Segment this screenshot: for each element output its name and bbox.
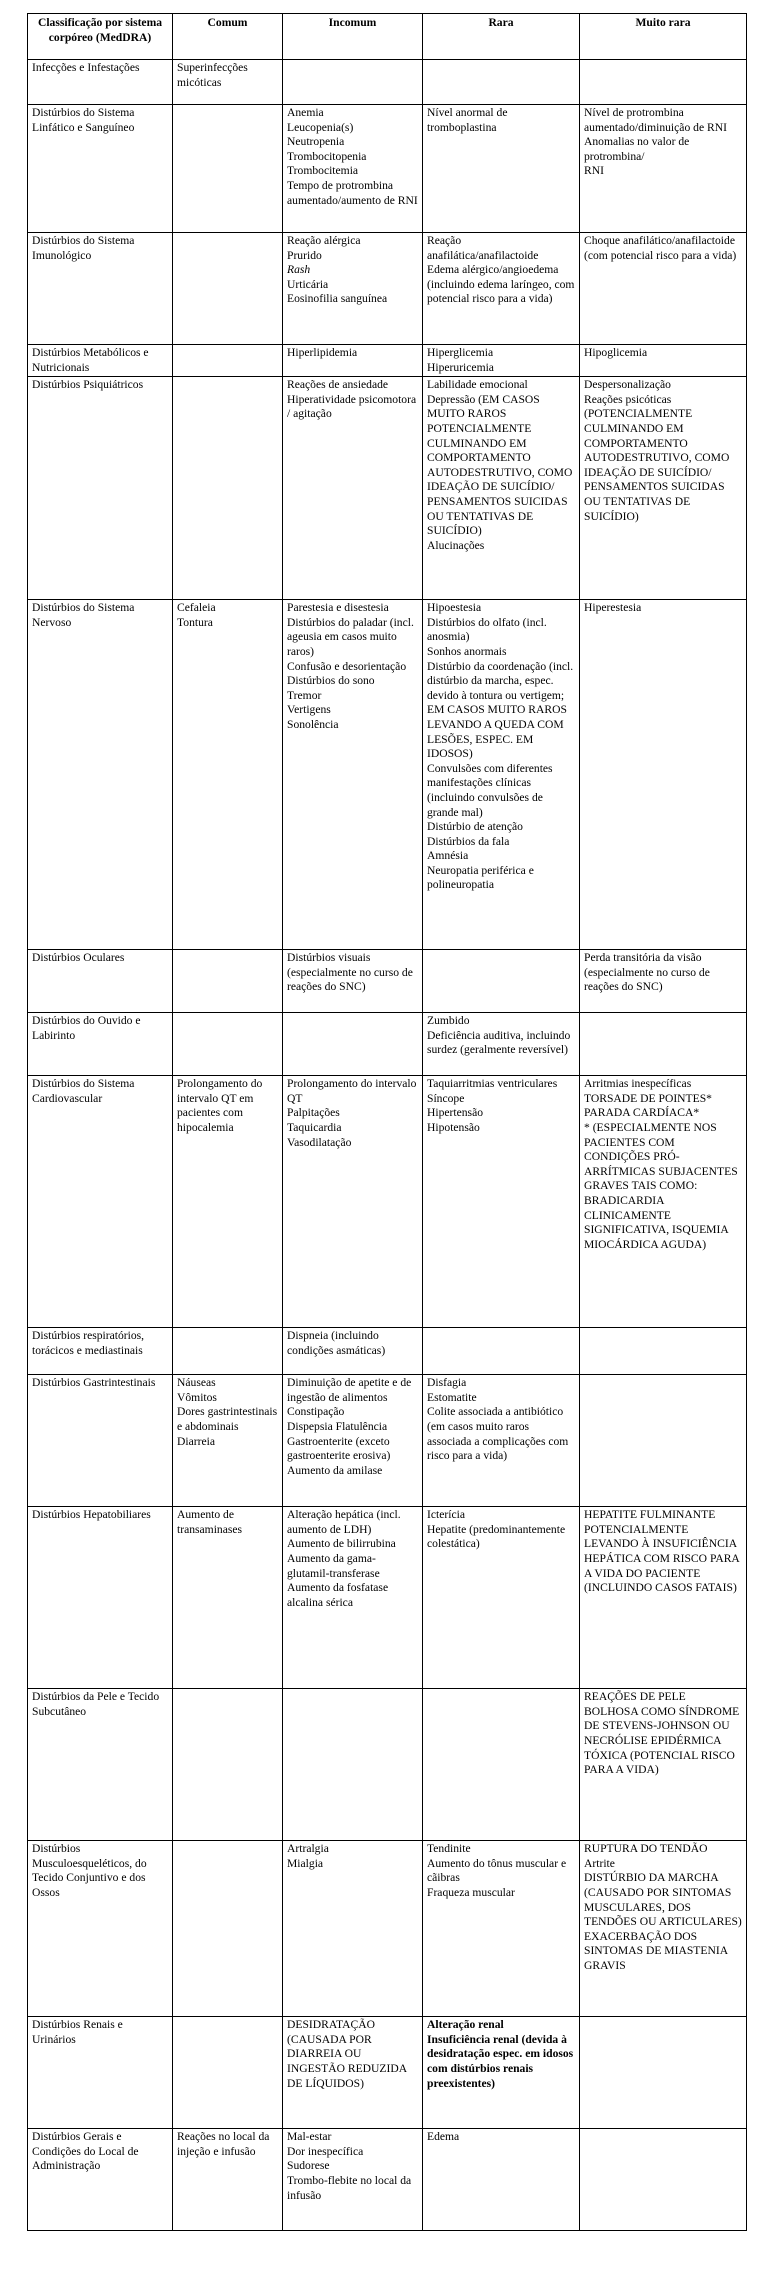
- system-class-cell: Distúrbios respiratórios, torácicos e mediastinais: [28, 1328, 173, 1375]
- cell-entry: Vasodilatação: [287, 1135, 352, 1149]
- cell-entry: Depressão (EM CASOS MUITO RAROS POTENCIALMENTE CULMINANDO EM COMPORTAMENTO AUTODESTRUTIVO, COMO IDEAÇÃO DE SUICÍDIO/ PENSAMENTOS SUICIDAS OU TENTATIVAS DE SUICÍDIO): [427, 392, 573, 538]
- incomum-cell: [283, 377, 423, 600]
- cell-entry: Nível anormal de tromboplastina: [427, 106, 508, 134]
- rara-cell: [423, 950, 580, 1013]
- system-class-cell: Distúrbios Metabólicos e Nutricionais: [28, 345, 173, 377]
- cell-entry: Distúrbios da fala: [427, 834, 510, 848]
- header-rara: Rara: [423, 14, 580, 60]
- incomum-cell: [283, 105, 423, 233]
- cell-entry: Náuseas: [177, 1376, 216, 1390]
- cell-entry: Tempo de protrombina aumentado/aumento de RNI: [287, 178, 418, 207]
- cell-entry: Urticária: [287, 277, 329, 291]
- cell-entry: TORSADE DE POINTES*: [584, 1091, 712, 1105]
- cell-entry: Despersonalização: [584, 378, 671, 392]
- cell-entry: Anomalias no valor de protrombina/: [584, 135, 690, 163]
- cell-entry: Sonhos anormais: [427, 644, 507, 658]
- cell-entry: Rash: [287, 263, 311, 277]
- cell-entry: Aumento do tônus muscular e cãibras: [427, 1856, 567, 1885]
- system-class-cell: Distúrbios Gastrintestinais: [28, 1375, 173, 1507]
- cell-entry: Diarreia: [177, 1434, 215, 1448]
- system-class-cell: Distúrbios Oculares: [28, 950, 173, 1013]
- rara-cell: [423, 1328, 580, 1375]
- cell-entry: Aumento de bilirrubina: [287, 1537, 396, 1551]
- cell-entry: Dor inespecífica: [287, 2144, 364, 2158]
- table-row: [28, 233, 747, 345]
- cell-entry: Superinfecções micóticas: [177, 61, 248, 89]
- cell-entry: Neuropatia periférica e polineuropatia: [427, 863, 534, 892]
- cell-entry: Alteração renal: [427, 2018, 504, 2032]
- cell-entry: Sudorese: [287, 2159, 330, 2173]
- muito-rara-cell: [580, 1013, 747, 1076]
- table-row: [28, 1689, 747, 1841]
- cell-entry: Neutropenia: [287, 135, 345, 149]
- muito-rara-cell: [580, 377, 747, 600]
- cell-entry: Artrite: [584, 1856, 615, 1870]
- table-row: [28, 2017, 747, 2129]
- muito-rara-cell: [580, 600, 747, 950]
- cell-entry: Hepatite (predominantemente colestática): [427, 1522, 566, 1551]
- incomum-cell: [283, 1841, 423, 2017]
- cell-entry: Perda transitória da visão (especialmente no curso de reações do SNC): [584, 951, 710, 994]
- cell-entry: Labilidade emocional: [427, 378, 528, 392]
- cell-entry: Taquicardia: [287, 1120, 342, 1134]
- cell-entry: Reações no local da injeção e infusão: [177, 2130, 270, 2158]
- table-row: [28, 1841, 747, 2017]
- cell-entry: Trombocitopenia: [287, 149, 367, 163]
- cell-entry: Hipotensão: [427, 1120, 480, 1134]
- comum-cell: [173, 105, 283, 233]
- cell-entry: Convulsões com diferentes manifestações clínicas (incluindo convulsões de grande mal): [427, 761, 553, 819]
- cell-entry: Reação anafilática/anafilactoide: [427, 234, 539, 262]
- cell-entry: Arritmias inespecíficas: [584, 1077, 692, 1091]
- cell-entry: Tremor: [287, 688, 322, 702]
- muito-rara-cell: [580, 950, 747, 1013]
- table-body: [28, 60, 747, 2231]
- cell-entry: Edema: [427, 2130, 460, 2144]
- rara-cell: [423, 1507, 580, 1689]
- adverse-reactions-table: [27, 13, 747, 2231]
- cell-entry: Tendinite: [427, 1842, 471, 1856]
- cell-entry: Insuficiência renal (devida à desidratação espec. em idosos com distúrbios renais preexistentes): [427, 2032, 574, 2090]
- cell-entry: Diminuição de apetite e de ingestão de alimentos: [287, 1376, 412, 1404]
- system-class-cell: Distúrbios do Ouvido e Labirinto: [28, 1013, 173, 1076]
- table-row: [28, 1013, 747, 1076]
- system-class-cell: Distúrbios Hepatobiliares: [28, 1507, 173, 1689]
- muito-rara-cell: [580, 233, 747, 345]
- cell-entry: Distúrbio de atenção: [427, 820, 523, 834]
- cell-entry: Trombo-flebite no local da infusão: [287, 2173, 412, 2202]
- comum-cell: [173, 233, 283, 345]
- rara-cell: [423, 377, 580, 600]
- incomum-cell: [283, 1328, 423, 1375]
- muito-rara-cell: [580, 1076, 747, 1328]
- cell-entry: Hiperglicemia: [427, 346, 494, 359]
- cell-entry: Distúrbios do olfato (incl. anosmia): [427, 615, 547, 644]
- cell-entry: Disfagia: [427, 1376, 467, 1390]
- cell-entry: * (ESPECIALMENTE NOS PACIENTES COM CONDIÇÕES PRÓ-ARRÍTMICAS SUBJACENTES GRAVES TAIS COMO: BRADICARDIA CLINICAMENTE SIGNIFICATIVA, ISQUEMIA MIOCÁRDICA AGUDA): [584, 1120, 738, 1251]
- cell-entry: Distúrbios do paladar (incl. ageusia em casos muito raros): [287, 615, 414, 658]
- comum-cell: [173, 345, 283, 377]
- cell-entry: Tontura: [177, 615, 213, 629]
- cell-entry: Hiperuricemia: [427, 360, 494, 374]
- cell-entry: Mialgia: [287, 1856, 324, 1870]
- cell-entry: Hiperlipidemia: [287, 346, 358, 359]
- table-row: [28, 1375, 747, 1507]
- cell-entry: Trombocitemia: [287, 164, 359, 178]
- cell-entry: Taquiarritmias ventriculares: [427, 1077, 558, 1091]
- table-row: [28, 105, 747, 233]
- system-class-cell: Distúrbios Psiquiátricos: [28, 377, 173, 600]
- table-row: [28, 2129, 747, 2231]
- cell-entry: Reação alérgica: [287, 234, 361, 247]
- cell-entry: Edema alérgico/angioedema (incluindo edema laríngeo, com potencial risco para a vida): [427, 263, 575, 306]
- cell-entry: Aumento da amilase: [287, 1463, 383, 1477]
- rara-cell: [423, 1013, 580, 1076]
- cell-entry: Vertigens: [287, 703, 331, 717]
- muito-rara-cell: [580, 1328, 747, 1375]
- rara-cell: [423, 105, 580, 233]
- header-system-class: Classificação por sistema corpóreo (MedDRA): [28, 14, 173, 60]
- comum-cell: [173, 1013, 283, 1076]
- cell-entry: Choque anafilático/anafilactoide (com potencial risco para a vida): [584, 234, 737, 262]
- incomum-cell: [283, 345, 423, 377]
- cell-entry: Aumento da fosfatase alcalina sérica: [287, 1581, 389, 1609]
- cell-entry: (INCLUINDO CASOS FATAIS): [584, 1581, 737, 1595]
- muito-rara-cell: [580, 1841, 747, 2017]
- cell-entry: Leucopenia(s): [287, 120, 354, 134]
- system-class-cell: Distúrbios do Sistema Linfático e Sanguíneo: [28, 105, 173, 233]
- table-row: [28, 60, 747, 105]
- table-row: [28, 345, 747, 377]
- cell-entry: Aumento da gama-glutamil-transferase: [287, 1551, 380, 1580]
- table-row: [28, 1076, 747, 1328]
- cell-entry: Artralgia: [287, 1842, 329, 1856]
- cell-entry: Colite associada a antibiótico (em casos muito raros associada a complicações com risco para a vida): [427, 1405, 569, 1463]
- cell-entry: Alteração hepática (incl. aumento de LDH): [287, 1508, 401, 1536]
- header-comum: Comum: [173, 14, 283, 60]
- cell-entry: Amnésia: [427, 849, 469, 863]
- incomum-cell: [283, 1013, 423, 1076]
- cell-entry: Hiperestesia: [584, 601, 642, 615]
- incomum-cell: [283, 1507, 423, 1689]
- rara-cell: [423, 1841, 580, 2017]
- cell-entry: Reações de ansiedade: [287, 378, 389, 392]
- cell-entry: Vômitos: [177, 1390, 217, 1404]
- cell-entry: Hipoglicemia: [584, 346, 648, 359]
- muito-rara-cell: [580, 2017, 747, 2129]
- cell-entry: HEPATITE FULMINANTE POTENCIALMENTE LEVANDO À INSUFICIÊNCIA HEPÁTICA COM RISCO PARA A VIDA DO PACIENTE: [584, 1508, 740, 1580]
- cell-entry: RNI: [584, 164, 604, 178]
- cell-entry: Fraqueza muscular: [427, 1885, 515, 1899]
- incomum-cell: [283, 600, 423, 950]
- cell-entry: Prurido: [287, 248, 322, 262]
- cell-entry: Reações psicóticas (POTENCIALMENTE CULMINANDO EM COMPORTAMENTO AUTODESTRUTIVO, COMO IDEAÇÃO DE SUICÍDIO/ PENSAMENTOS SUICIDAS OU TENTATIVAS DE SUICÍDIO): [584, 392, 730, 523]
- cell-entry: Icterícia: [427, 1508, 465, 1522]
- rara-cell: [423, 600, 580, 950]
- system-class-cell: Distúrbios Gerais e Condições do Local de Administração: [28, 2129, 173, 2231]
- cell-entry: Estomatite: [427, 1390, 477, 1404]
- cell-entry: Gastroenterite (exceto gastroenterite erosiva): [287, 1434, 391, 1463]
- muito-rara-cell: [580, 1375, 747, 1507]
- cell-entry: Sonolência: [287, 717, 339, 731]
- muito-rara-cell: [580, 345, 747, 377]
- cell-entry: Zumbido: [427, 1014, 470, 1028]
- system-class-cell: Distúrbios do Sistema Nervoso: [28, 600, 173, 950]
- comum-cell: [173, 2017, 283, 2129]
- table-header-row: [28, 14, 747, 60]
- rara-cell: [423, 1375, 580, 1507]
- muito-rara-cell: [580, 1689, 747, 1841]
- incomum-cell: [283, 1375, 423, 1507]
- comum-cell: [173, 2129, 283, 2231]
- table-row: [28, 377, 747, 600]
- comum-cell: [173, 600, 283, 950]
- cell-entry: Hipertensão: [427, 1106, 484, 1120]
- system-class-cell: Distúrbios Renais e Urinários: [28, 2017, 173, 2129]
- cell-entry: Nível de protrombina aumentado/diminuição de RNI: [584, 106, 727, 134]
- comum-cell: [173, 377, 283, 600]
- incomum-cell: [283, 60, 423, 105]
- comum-cell: [173, 1689, 283, 1841]
- cell-entry: Eosinofilia sanguínea: [287, 292, 388, 306]
- cell-entry: DISTÚRBIO DA MARCHA (CAUSADO POR SINTOMAS MUSCULARES, DOS TENDÕES OU ARTICULARES): [584, 1871, 742, 1929]
- cell-entry: Anemia: [287, 106, 324, 119]
- cell-entry: Dores gastrintestinais e abdominais: [177, 1405, 278, 1433]
- cell-entry: Deficiência auditiva, incluindo surdez (geralmente reversível): [427, 1028, 571, 1057]
- system-class-cell: Distúrbios Musculoesqueléticos, do Tecido Conjuntivo e dos Ossos: [28, 1841, 173, 2017]
- system-class-cell: Infecções e Infestações: [28, 60, 173, 105]
- cell-entry: Distúrbio da coordenação (incl. distúrbio da marcha, espec. devido à tontura ou vertigem; EM CASOS MUITO RAROS LEVANDO A QUEDA COM LESÕES, ESPEC. EM IDOSOS): [427, 659, 574, 761]
- system-class-cell: Distúrbios do Sistema Imunológico: [28, 233, 173, 345]
- cell-entry: Aumento de transaminases: [177, 1508, 243, 1536]
- incomum-cell: [283, 1689, 423, 1841]
- incomum-cell: [283, 1076, 423, 1328]
- incomum-cell: [283, 233, 423, 345]
- cell-entry: Palpitações: [287, 1106, 340, 1120]
- cell-entry: Distúrbios visuais (especialmente no curso de reações do SNC): [287, 951, 413, 994]
- table-row: [28, 1328, 747, 1375]
- incomum-cell: [283, 2017, 423, 2129]
- cell-entry: Cefaleia: [177, 601, 216, 615]
- cell-entry: Distúrbios do sono: [287, 674, 375, 688]
- comum-cell: [173, 1841, 283, 2017]
- cell-entry: Prolongamento do intervalo QT em pacientes com hipocalemia: [177, 1077, 263, 1134]
- rara-cell: [423, 2017, 580, 2129]
- muito-rara-cell: [580, 60, 747, 105]
- comum-cell: [173, 1328, 283, 1375]
- cell-entry: Prolongamento do intervalo QT: [287, 1077, 417, 1105]
- muito-rara-cell: [580, 105, 747, 233]
- cell-entry: Hipoestesia: [427, 601, 482, 615]
- system-class-cell: Distúrbios do Sistema Cardiovascular: [28, 1076, 173, 1328]
- header-incomum: Incomum: [283, 14, 423, 60]
- incomum-cell: [283, 950, 423, 1013]
- rara-cell: [423, 345, 580, 377]
- comum-cell: [173, 1507, 283, 1689]
- rara-cell: [423, 60, 580, 105]
- comum-cell: [173, 1076, 283, 1328]
- cell-entry: Confusão e desorientação: [287, 659, 407, 673]
- cell-entry: Síncope: [427, 1091, 465, 1105]
- cell-entry: Mal-estar: [287, 2130, 332, 2144]
- muito-rara-cell: [580, 2129, 747, 2231]
- table-row: [28, 600, 747, 950]
- rara-cell: [423, 1689, 580, 1841]
- rara-cell: [423, 2129, 580, 2231]
- cell-entry: EXACERBAÇÃO DOS SINTOMAS DE MIASTENIA GRAVIS: [584, 1929, 728, 1972]
- incomum-cell: [283, 2129, 423, 2231]
- header-muito-rara: Muito rara: [580, 14, 747, 60]
- comum-cell: [173, 1375, 283, 1507]
- table-row: [28, 1507, 747, 1689]
- cell-entry: REAÇÕES DE PELE BOLHOSA COMO SÍNDROME DE STEVENS-JOHNSON OU NECRÓLISE EPIDÉRMICA TÓXICA (POTENCIAL RISCO PARA A VIDA): [584, 1690, 740, 1777]
- cell-entry: Constipação: [287, 1405, 345, 1419]
- cell-entry: Dispneia (incluindo condições asmáticas): [287, 1329, 386, 1357]
- rara-cell: [423, 1076, 580, 1328]
- cell-entry: Parestesia e disestesia: [287, 601, 389, 615]
- muito-rara-cell: [580, 1507, 747, 1689]
- cell-entry: Alucinações: [427, 538, 485, 552]
- cell-entry: RUPTURA DO TENDÃO: [584, 1842, 708, 1856]
- rara-cell: [423, 233, 580, 345]
- cell-entry: PARADA CARDÍACA*: [584, 1106, 700, 1120]
- cell-entry: Dispepsia Flatulência: [287, 1419, 388, 1433]
- cell-entry: Hiperatividade psicomotora / agitação: [287, 392, 417, 421]
- comum-cell: [173, 950, 283, 1013]
- comum-cell: [173, 60, 283, 105]
- cell-entry: DESIDRATAÇÃO (CAUSADA POR DIARREIA OU INGESTÃO REDUZIDA DE LÍQUIDOS): [287, 2018, 407, 2090]
- system-class-cell: Distúrbios da Pele e Tecido Subcutâneo: [28, 1689, 173, 1841]
- table-row: [28, 950, 747, 1013]
